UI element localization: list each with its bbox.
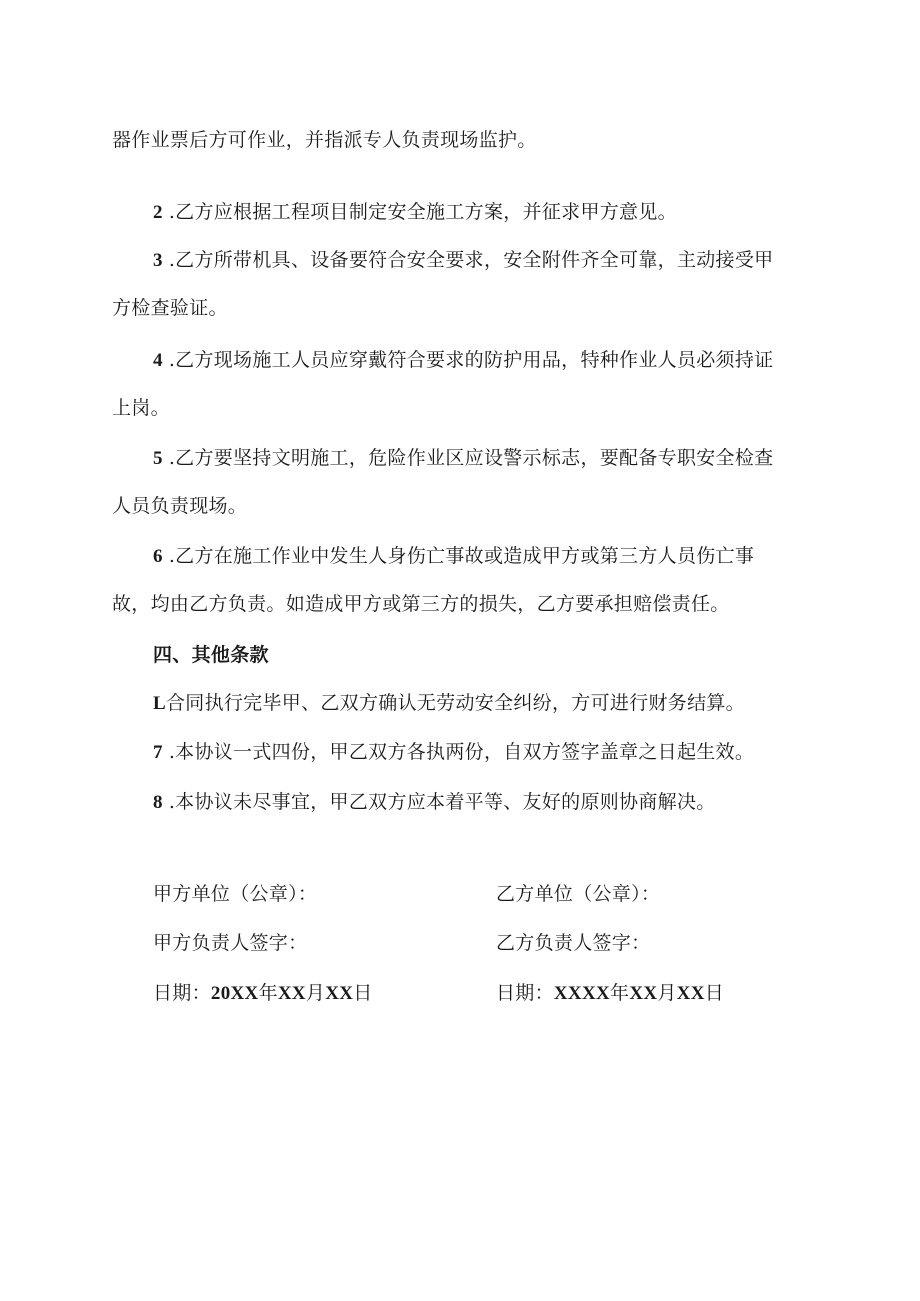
party-a-unit-label: 甲方单位（公章）：	[153, 883, 318, 905]
section-item-1	[153, 691, 745, 716]
date-month: XX	[277, 983, 306, 1004]
clause-4	[153, 348, 773, 373]
date-day: XX	[325, 983, 354, 1004]
item-text: 合同执行完毕甲、乙双方确认无劳动安全纠纷，方可进行财务结算。	[165, 692, 745, 714]
party-b-signature-label: 乙方负责人签字：	[496, 932, 651, 954]
clause-2	[153, 200, 677, 225]
party-b-unit-label: 乙方单位（公章）：	[496, 883, 661, 905]
clause-5-continuation	[112, 494, 247, 518]
clause-4-continuation	[112, 396, 170, 420]
clause-text: 人员负责现场。	[112, 495, 248, 517]
date-day-unit: 日	[704, 982, 725, 1004]
party-b-date	[496, 981, 724, 1006]
clause-number: 2	[153, 202, 163, 223]
clause-text: 上岗。	[112, 397, 170, 419]
paragraph-1-continuation	[112, 128, 537, 152]
date-day-unit: 日	[353, 982, 373, 1004]
date-day: XX	[676, 983, 705, 1004]
clause-5	[153, 446, 773, 471]
date-year-unit: 年	[610, 982, 630, 1004]
clause-number: 5	[153, 448, 163, 469]
item-number: 7	[153, 742, 163, 763]
section-item-7	[153, 740, 754, 765]
date-year-unit: 年	[258, 982, 278, 1004]
date-year: XXXX	[553, 983, 610, 1004]
clause-number: 3	[153, 250, 163, 271]
clause-text: .乙方所带机具、设备要符合安全要求，安全附件齐全可靠，主动接受甲	[168, 249, 774, 271]
section-heading: 四、其他条款	[153, 644, 269, 666]
date-month-unit: 月	[305, 982, 326, 1004]
clause-6-continuation	[112, 592, 730, 616]
clause-text: .乙方在施工作业中发生人身伤亡事故或造成甲方或第三方人员伤亡事	[168, 545, 755, 567]
date-year: 20XX	[210, 983, 259, 1004]
clause-3	[153, 248, 773, 273]
clause-text: 故，均由乙方负责。如造成甲方或第三方的损失，乙方要承担赔偿责任。	[112, 593, 730, 615]
item-text: .本协议未尽事宜，甲乙双方应本着平等、友好的原则协商解决。	[168, 791, 716, 813]
clause-text: .乙方要坚持文明施工，危险作业区应设警示标志，要配备专职安全检查	[168, 447, 774, 469]
clause-number: 6	[153, 546, 163, 567]
party-a-signature-label: 甲方负责人签字：	[153, 932, 308, 954]
section-item-8	[153, 790, 716, 815]
date-month-unit: 月	[657, 982, 677, 1004]
clause-text: 方检查验证。	[112, 297, 228, 319]
clause-text: .乙方现场施工人员应穿戴符合要求的防护用品，特种作业人员必须持证	[168, 349, 774, 371]
paragraph-text: 器作业票后方可作业，并指派专人负责现场监护。	[112, 129, 537, 151]
party-a-date	[153, 981, 373, 1006]
clause-3-continuation	[112, 296, 228, 320]
date-month: XX	[629, 983, 658, 1004]
clause-text: .乙方应根据工程项目制定安全施工方案，并征求甲方意见。	[168, 201, 677, 223]
item-number: L	[153, 693, 166, 714]
clause-number: 4	[153, 350, 163, 371]
item-number: 8	[153, 792, 163, 813]
date-prefix: 日期：	[496, 982, 554, 1004]
date-prefix: 日期：	[153, 982, 211, 1004]
item-text: .本协议一式四份，甲乙双方各执两份，自双方签字盖章之日起生效。	[168, 741, 755, 763]
clause-6	[153, 544, 754, 569]
